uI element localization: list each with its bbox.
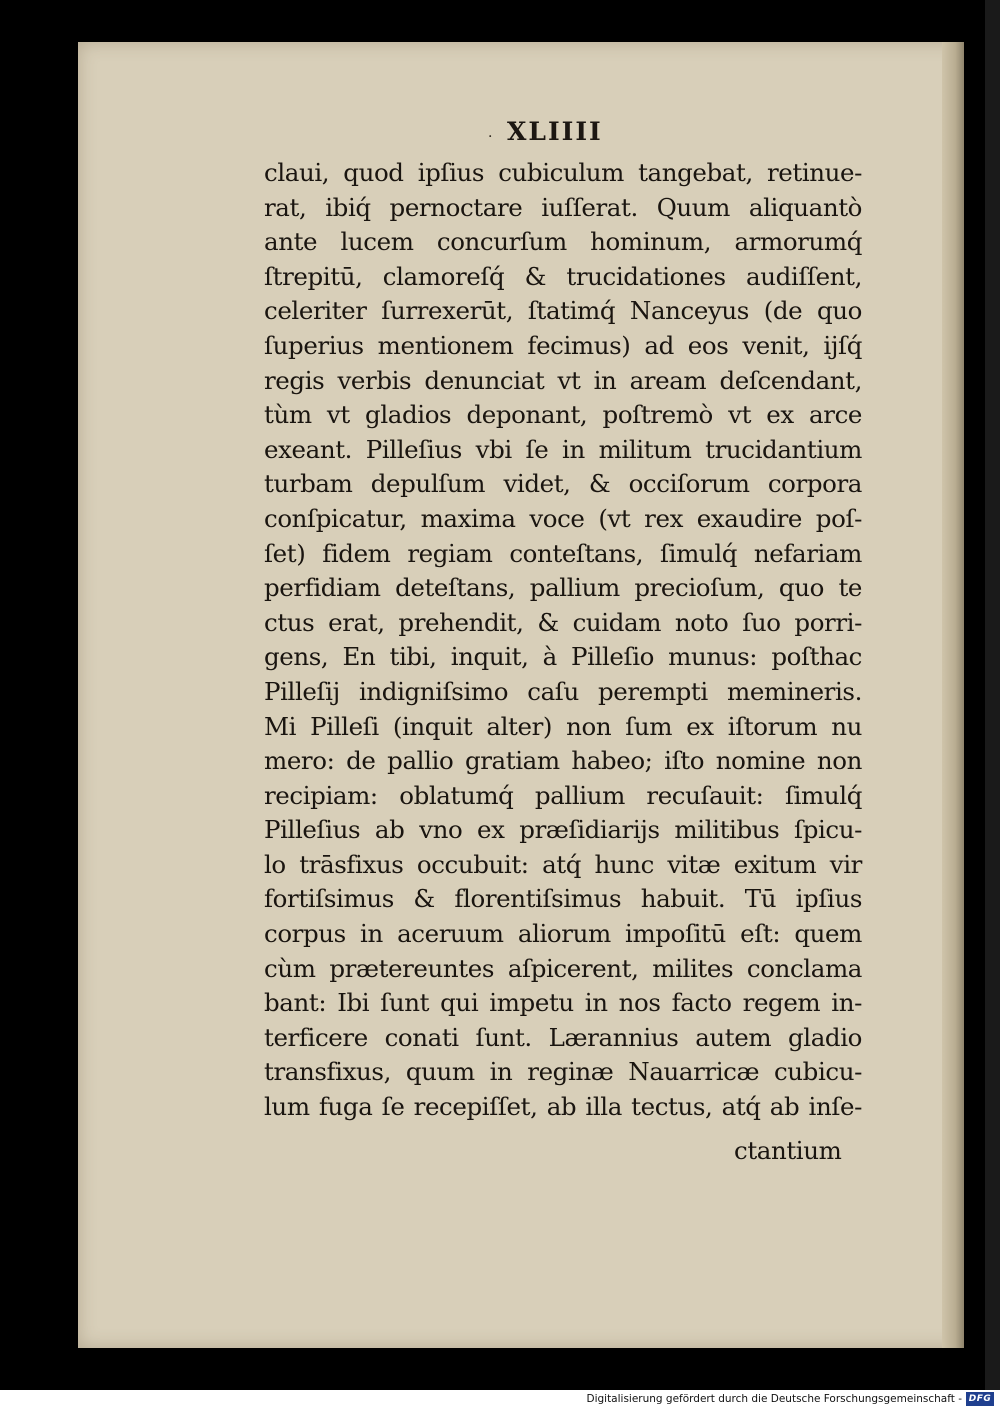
text-line: ſtrepitū, clamoreſq́ & trucidationes audiſſent, [264,261,862,291]
text-line: gens, En tibi, inquit, à Pilleſio munus: poſthac [264,642,862,672]
text-line: mero: de pallio gratiam habeo; iſto nomine non [264,746,862,776]
footer-bar [0,1390,1000,1409]
text-line: Pilleſij indigniſsimo caſu perempti memineris. [264,676,862,706]
text-line: turbam depulſum videt, & occiſorum corpora [264,469,862,499]
text-line: corpus in aceruum aliorum impoſitū eſt: quem [264,919,862,949]
text-line: conſpicatur, maxima voce (vt rex exaudire poſ- [264,503,862,533]
text-line: tùm vt gladios deponant, poſtremò vt ex arce [264,400,862,430]
folio-mark: · [488,129,493,145]
text-line: ſuperius mentionem fecimus) ad eos venit, ijſq́ [264,330,862,360]
text-line: regis verbis denunciat vt in aream deſcendant, [264,365,862,395]
funding-credit: Digitalisierung gefördert durch die Deutsche Forschungsgemeinschaft - [586,1393,962,1405]
text-line: ctus erat, prehendit, & cuidam noto ſuo porri- [264,607,862,637]
text-line: cùm prætereuntes aſpicerent, milites conclama [264,953,862,983]
text-line: celeriter ſurrexerūt, ſtatimq́ Nanceyus (de quo [264,296,862,326]
text-line: ante lucem concurſum hominum, armorumq́ [264,227,862,257]
text-line: rat, ibiq́ pernoctare iuſſerat. Quum aliquantò [264,192,862,222]
text-line: transfixus, quum in reginæ Nauarricæ cubicu- [264,1057,862,1087]
text-line: Mi Pilleſi (inquit alter) non ſum ex iſtorum nu [264,711,862,741]
text-line: bant: Ibi ſunt qui impetu in nos facto regem in- [264,988,862,1018]
text-line: exeant. Pilleſius vbi ſe in militum trucidantium [264,434,862,464]
text-line: claui, quod ipſius cubiculum tangebat, retinue- [264,158,862,187]
page-fore-edge [942,42,964,1348]
text-line: ſet) fidem regiam conteſtans, ſimulq́ nefariam [264,538,862,568]
text-line: perfidiam deteſtans, pallium precioſum, quo te [264,573,862,603]
scanner-edge [985,0,1000,1390]
text-line: terficere conati ſunt. Lærannius autem gladio [264,1022,862,1052]
catchword: ctantium [734,1136,842,1165]
text-line: recipiam: oblatumq́ pallium recuſauit: ſimulq́ [264,780,862,810]
text-line: lo trāsfixus occubuit: atq́ hunc vitæ exitum vir [264,849,862,879]
text-line: Pilleſius ab vno ex præſidiarijs militibus ſpicu- [264,815,862,845]
text-line: lum fuga ſe recepiſſet, ab illa tectus, atq́ ab inſe- [264,1092,862,1122]
body-text [264,156,862,1125]
text-line: fortiſsimus & florentiſsimus habuit. Tū ipſius [264,884,862,914]
dfg-logo-icon: DFG [966,1392,994,1406]
folio-number: XLIIII [507,117,603,146]
